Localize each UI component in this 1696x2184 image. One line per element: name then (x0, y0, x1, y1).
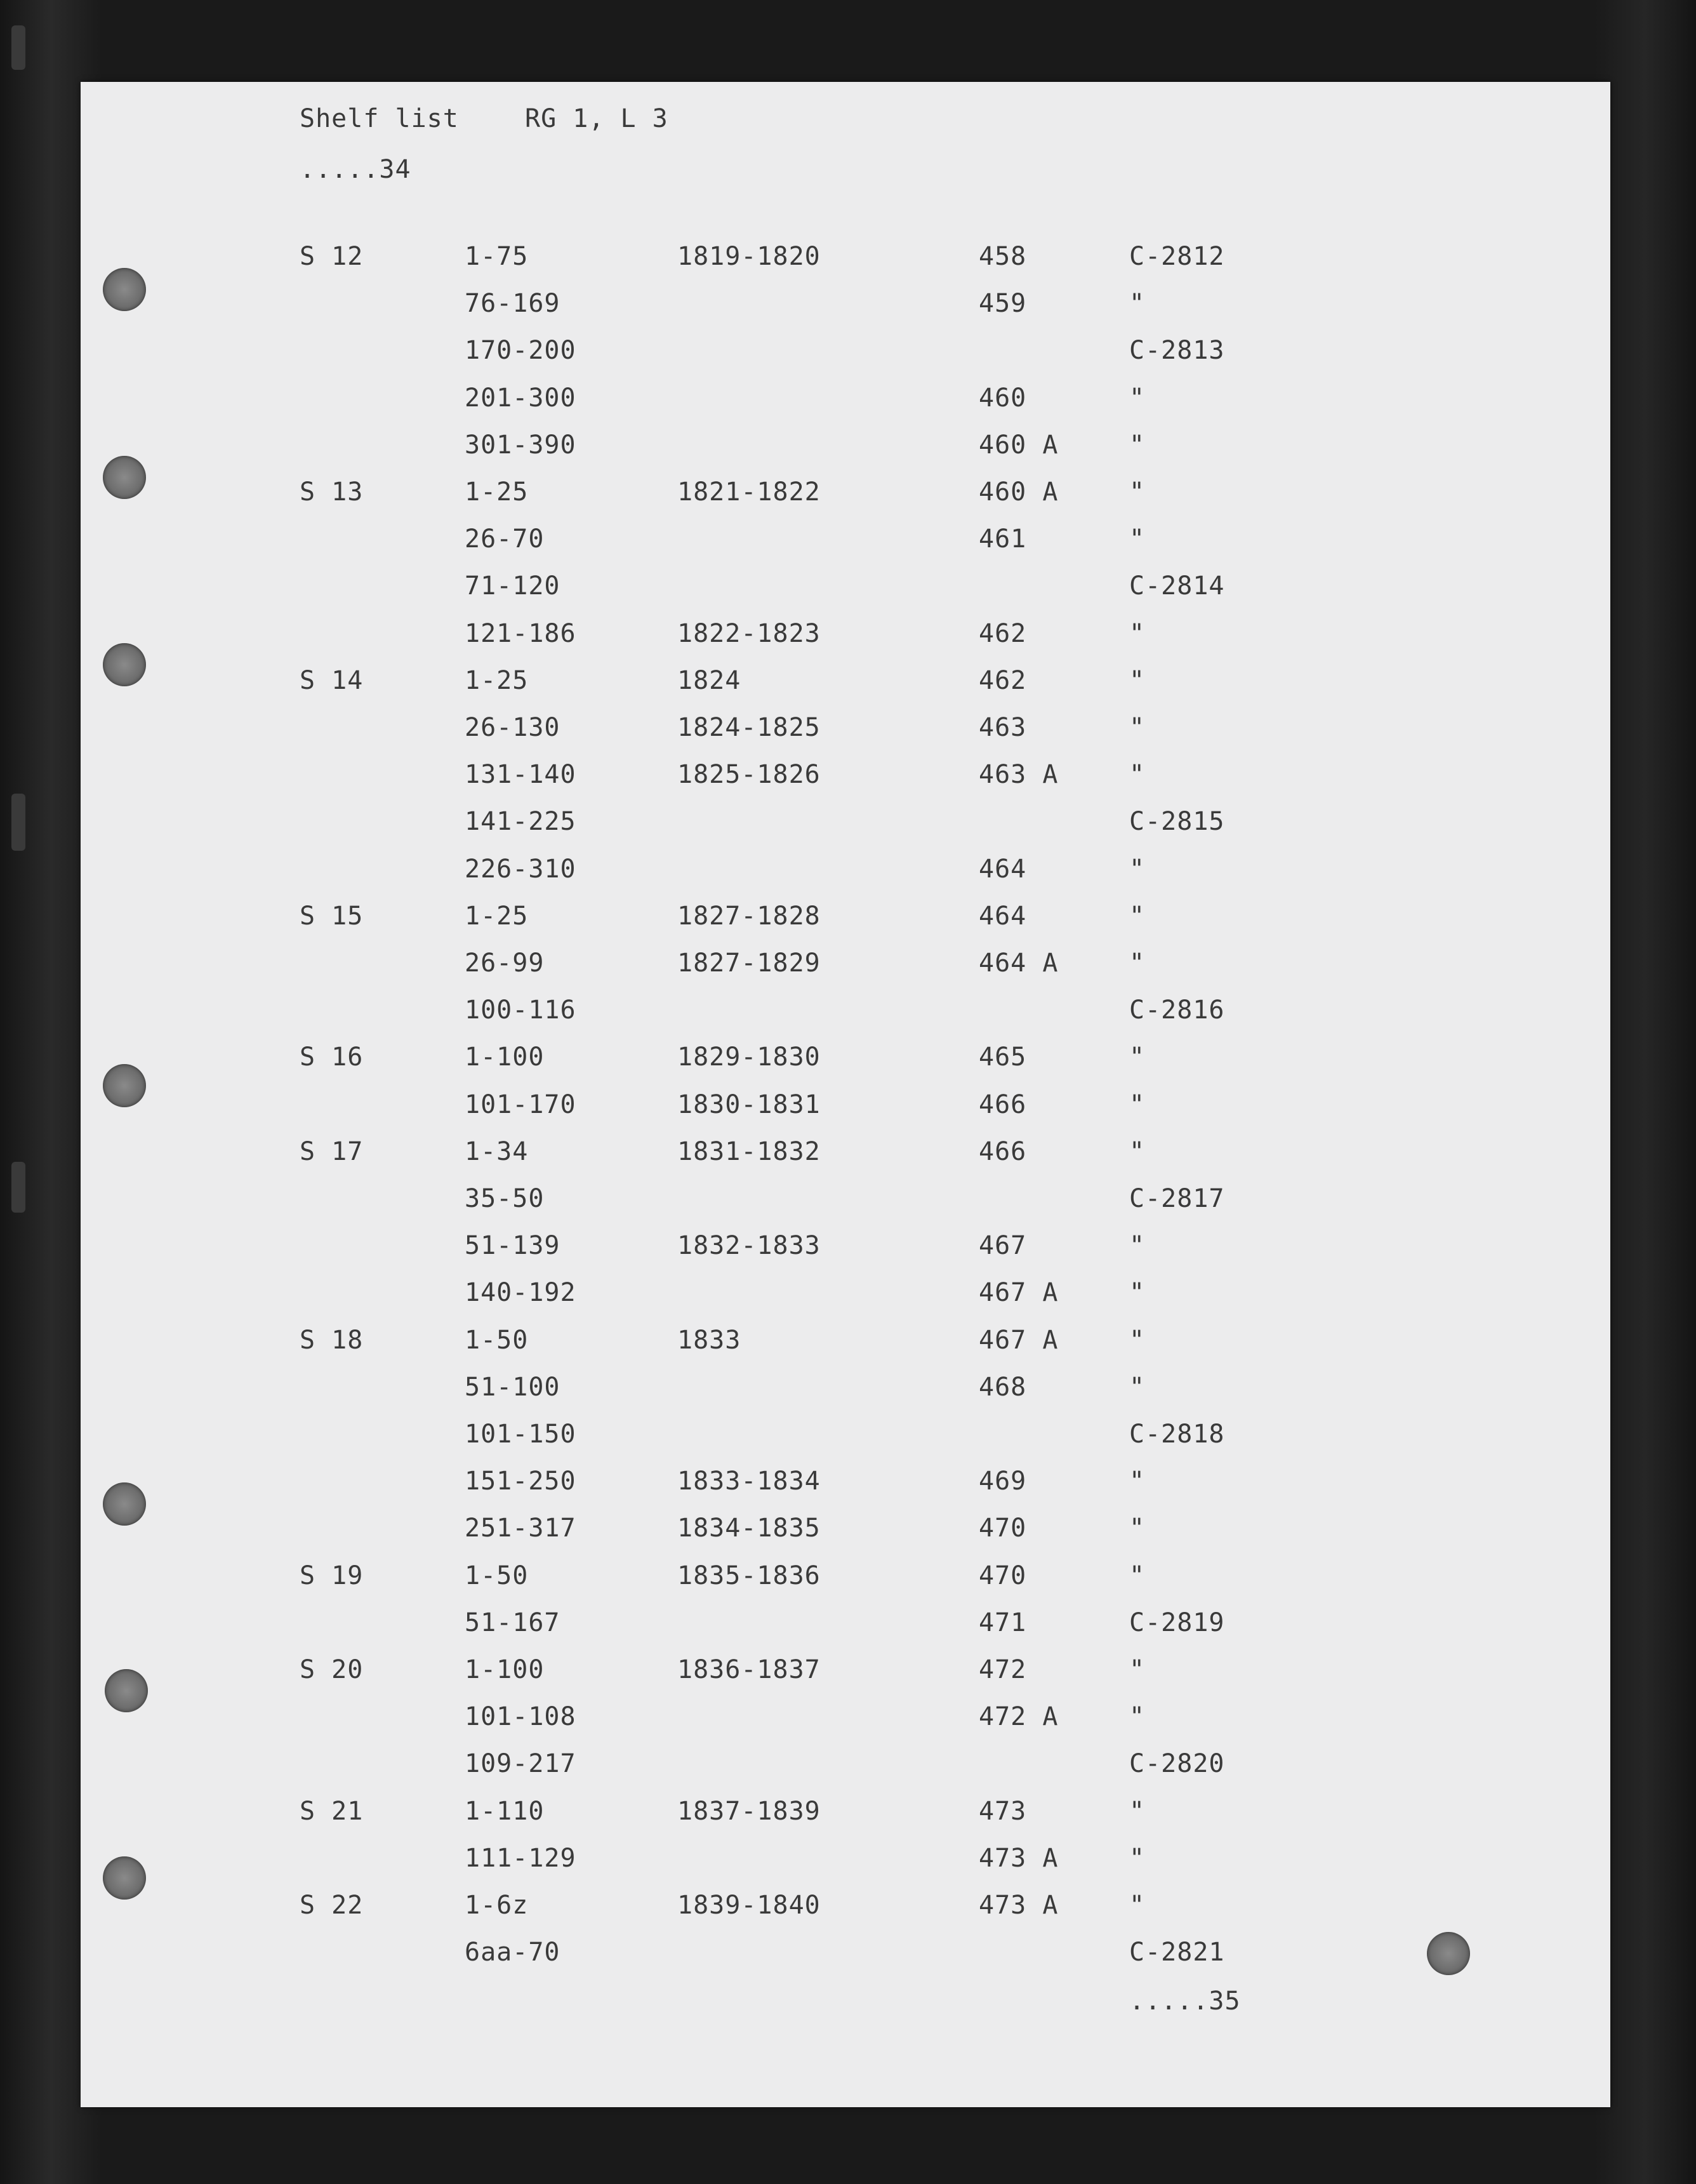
cell-reel: " (1129, 1136, 1146, 1166)
cell-years: 1831-1832 (677, 1136, 821, 1166)
cell-range: 1-50 (465, 1561, 529, 1590)
cell-reel: C-2819 (1129, 1608, 1225, 1637)
table-row (81, 762, 1610, 794)
cell-box: 466 (979, 1136, 1027, 1166)
cell-years: 1837-1839 (677, 1796, 821, 1826)
cell-years: 1827-1829 (677, 949, 821, 978)
cell-reel: " (1129, 1089, 1146, 1119)
cell-reel: " (1129, 713, 1146, 742)
cell-reel: " (1129, 1042, 1146, 1072)
cell-range: 101-108 (465, 1702, 576, 1732)
cell-range: 1-25 (465, 901, 529, 931)
cell-range: 151-250 (465, 1467, 576, 1496)
table-row (81, 1325, 1610, 1359)
table-row (81, 665, 1610, 700)
cell-reel: C-2817 (1129, 1184, 1225, 1213)
table-row (81, 1751, 1610, 1783)
cell-box: 466 (979, 1089, 1027, 1119)
cell-range: 101-170 (465, 1089, 576, 1119)
cell-reel: C-2814 (1129, 571, 1225, 601)
cell-box: 464 (979, 854, 1027, 884)
cell-reel: " (1129, 1561, 1146, 1590)
cell-box: 460 (979, 383, 1027, 413)
film-edge-mark (11, 25, 25, 70)
table-row (81, 1089, 1610, 1124)
table-row (81, 1280, 1610, 1312)
cell-reel: " (1129, 1796, 1146, 1826)
header-title: Shelf list (300, 104, 459, 133)
cell-box: 470 (979, 1514, 1027, 1543)
cell-reel: " (1129, 1325, 1146, 1355)
cell-range: 170-200 (465, 336, 576, 366)
cell-box: 467 A (979, 1278, 1059, 1308)
table-row (81, 809, 1610, 841)
cell-box: 473 A (979, 1891, 1059, 1920)
cell-box: 464 A (979, 949, 1059, 978)
cell-series: S 19 (300, 1561, 364, 1590)
cell-years: 1833 (677, 1325, 741, 1355)
cell-range: 76-169 (465, 289, 560, 319)
cell-years: 1832-1833 (677, 1231, 821, 1261)
cell-reel: " (1129, 1372, 1146, 1402)
cell-range: 100-116 (465, 995, 576, 1025)
cell-reel: C-2813 (1129, 336, 1225, 366)
table-row (81, 1044, 1610, 1076)
table-row (81, 1610, 1610, 1642)
cell-years: 1824-1825 (677, 713, 821, 742)
cell-box: 465 (979, 1042, 1027, 1072)
cell-reel: " (1129, 1843, 1146, 1873)
cell-reel: " (1129, 1655, 1146, 1684)
cell-reel: " (1129, 854, 1146, 884)
cell-range: 1-25 (465, 477, 529, 507)
cell-range: 1-100 (465, 1655, 545, 1684)
cell-box: 461 (979, 524, 1027, 554)
cell-reel: C-2816 (1129, 995, 1225, 1025)
cell-reel: " (1129, 1702, 1146, 1732)
cell-box: 462 (979, 665, 1027, 695)
cell-reel: " (1129, 1467, 1146, 1496)
cell-years: 1834-1835 (677, 1514, 821, 1543)
cell-range: 1-100 (465, 1042, 545, 1072)
cell-box: 471 (979, 1608, 1027, 1637)
cell-box: 473 A (979, 1843, 1059, 1873)
cell-reel: " (1129, 665, 1146, 695)
cell-series: S 12 (300, 242, 364, 271)
table-row (81, 1704, 1610, 1736)
cell-series: S 13 (300, 477, 364, 507)
cell-years: 1839-1840 (677, 1891, 821, 1920)
cell-box: 462 (979, 618, 1027, 648)
cell-reel: " (1129, 949, 1146, 978)
cell-series: S 22 (300, 1891, 364, 1920)
cell-years: 1822-1823 (677, 618, 821, 648)
record-group-ref: RG 1, L 3 (525, 104, 668, 133)
cell-years: 1829-1830 (677, 1042, 821, 1072)
table-row (81, 526, 1610, 558)
cell-series: S 17 (300, 1136, 364, 1166)
table-row (81, 1186, 1610, 1218)
cell-reel: " (1129, 524, 1146, 554)
table-row (81, 385, 1610, 417)
cell-box: 459 (979, 289, 1027, 319)
cell-range: 226-310 (465, 854, 576, 884)
cell-range: 35-50 (465, 1184, 545, 1213)
cell-range: 6aa-70 (465, 1938, 560, 1968)
table-row (81, 1372, 1610, 1406)
cell-range: 51-100 (465, 1372, 560, 1402)
cell-reel: C-2820 (1129, 1749, 1225, 1779)
cell-series: S 21 (300, 1796, 364, 1826)
cell-years: 1830-1831 (677, 1089, 821, 1119)
table-row (81, 715, 1610, 747)
table-row (81, 479, 1610, 511)
cell-box: 470 (979, 1561, 1027, 1590)
table-row (81, 1515, 1610, 1547)
cell-box: 467 (979, 1231, 1027, 1261)
cell-range: 26-70 (465, 524, 545, 554)
cell-box: 460 A (979, 477, 1059, 507)
document-page (81, 82, 1610, 2107)
cell-box: 469 (979, 1467, 1027, 1496)
cell-reel: C-2821 (1129, 1938, 1225, 1968)
cell-reel: " (1129, 430, 1146, 460)
cell-years: 1835-1836 (677, 1561, 821, 1590)
cell-box: 472 A (979, 1702, 1059, 1732)
table-row (81, 856, 1610, 888)
table-row (81, 1796, 1610, 1830)
table-row (81, 1233, 1610, 1265)
film-edge-mark (11, 794, 25, 851)
cell-series: S 20 (300, 1655, 364, 1684)
cell-box: 460 A (979, 430, 1059, 460)
cell-range: 251-317 (465, 1514, 576, 1543)
table-row (81, 1136, 1610, 1171)
cell-box: 473 (979, 1796, 1027, 1826)
table-row (81, 1468, 1610, 1500)
cell-series: S 15 (300, 901, 364, 931)
table-row (81, 1893, 1610, 1924)
cell-range: 26-99 (465, 949, 545, 978)
cell-reel: " (1129, 289, 1146, 319)
cell-reel: C-2815 (1129, 807, 1225, 837)
cell-reel: " (1129, 477, 1146, 507)
cell-years: 1836-1837 (677, 1655, 821, 1684)
cell-range: 301-390 (465, 430, 576, 460)
cell-range: 131-140 (465, 760, 576, 790)
cell-range: 141-225 (465, 807, 576, 837)
cell-box: 468 (979, 1372, 1027, 1402)
cell-years: 1833-1834 (677, 1467, 821, 1496)
cell-reel: " (1129, 383, 1146, 413)
cell-reel: C-2818 (1129, 1420, 1225, 1449)
table-row (81, 618, 1610, 653)
cell-reel: " (1129, 1278, 1146, 1308)
cell-range: 26-130 (465, 713, 560, 742)
cell-reel: " (1129, 901, 1146, 931)
table-row (81, 997, 1610, 1029)
cell-years: 1819-1820 (677, 242, 821, 271)
cell-years: 1827-1828 (677, 901, 821, 931)
table-row (81, 950, 1610, 982)
next-page-ref: .....35 (1129, 1987, 1241, 2016)
cell-reel: " (1129, 1231, 1146, 1261)
cell-reel: " (1129, 1891, 1146, 1920)
cell-range: 1-6z (465, 1891, 529, 1920)
table-row (81, 338, 1610, 370)
cell-years: 1824 (677, 665, 741, 695)
cell-range: 1-25 (465, 665, 529, 695)
cell-box: 463 (979, 713, 1027, 742)
table-row (81, 573, 1610, 605)
cell-box: 464 (979, 901, 1027, 931)
cell-reel: " (1129, 760, 1146, 790)
cell-range: 1-110 (465, 1796, 545, 1826)
cell-reel: C-2812 (1129, 242, 1225, 271)
table-row (81, 1940, 1610, 1971)
cell-years: 1825-1826 (677, 760, 821, 790)
cell-range: 201-300 (465, 383, 576, 413)
cell-box: 467 A (979, 1325, 1059, 1355)
cell-box: 463 A (979, 760, 1059, 790)
cell-range: 71-120 (465, 571, 560, 601)
cell-range: 121-186 (465, 618, 576, 648)
cell-box: 472 (979, 1655, 1027, 1684)
table-row (81, 903, 1610, 935)
cell-range: 111-129 (465, 1843, 576, 1873)
cell-series: S 14 (300, 665, 364, 695)
table-row (81, 1422, 1610, 1453)
table-row (81, 291, 1610, 323)
table-row (81, 432, 1610, 464)
cell-range: 140-192 (465, 1278, 576, 1308)
cell-box: 458 (979, 242, 1027, 271)
cell-range: 51-167 (465, 1608, 560, 1637)
cell-series: S 18 (300, 1325, 364, 1355)
table-row (81, 244, 1610, 276)
cell-series: S 16 (300, 1042, 364, 1072)
cell-reel: " (1129, 618, 1146, 648)
previous-page-ref: .....34 (300, 155, 411, 184)
cell-reel: " (1129, 1514, 1146, 1543)
cell-range: 1-34 (465, 1136, 529, 1166)
film-edge-mark (11, 1162, 25, 1213)
cell-range: 1-75 (465, 242, 529, 271)
cell-range: 109-217 (465, 1749, 576, 1779)
table-row (81, 1657, 1610, 1689)
cell-range: 51-139 (465, 1231, 560, 1261)
cell-years: 1821-1822 (677, 477, 821, 507)
table-row (81, 1843, 1610, 1877)
cell-range: 1-50 (465, 1325, 529, 1355)
table-row (81, 1563, 1610, 1595)
cell-range: 101-150 (465, 1420, 576, 1449)
